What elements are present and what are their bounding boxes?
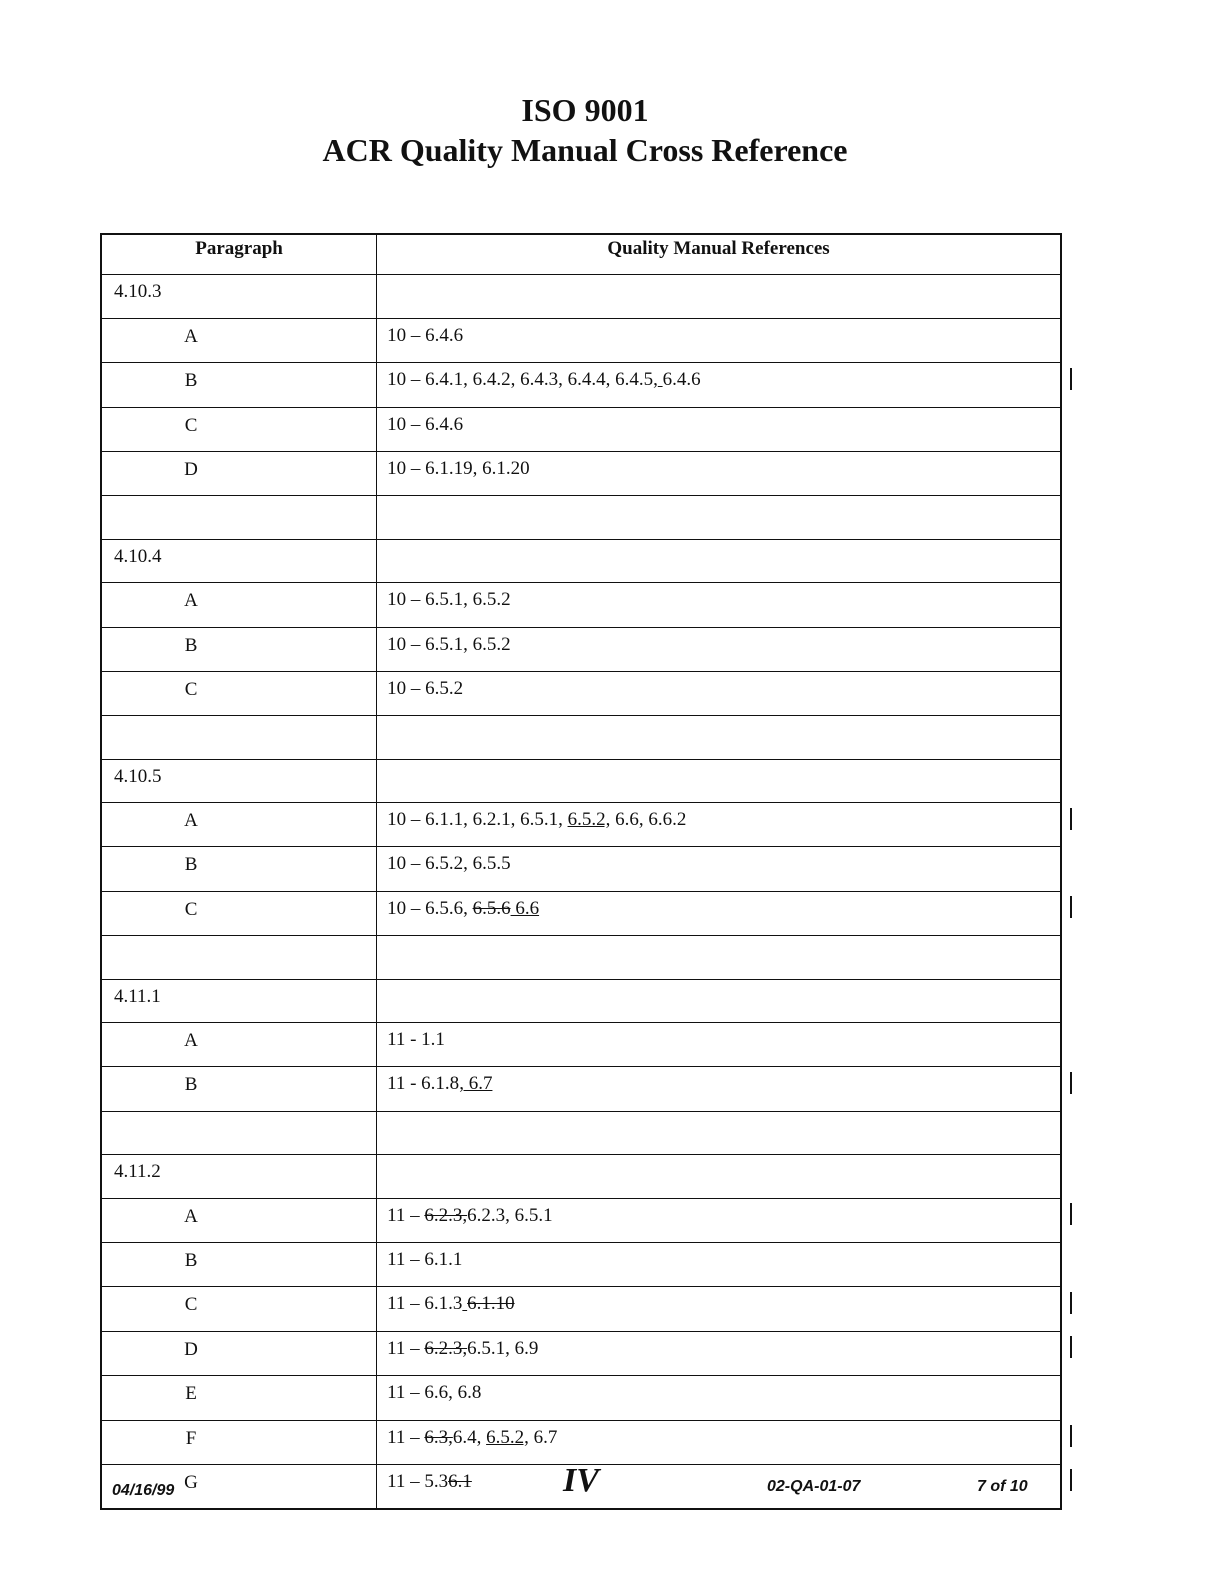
reference-text: 11 –	[387, 1204, 425, 1226]
subparagraph-letter: A	[101, 803, 377, 847]
manual-reference	[377, 318, 1061, 362]
change-bar	[1070, 1425, 1072, 1447]
subparagraph-letter	[101, 496, 377, 539]
change-bar	[1070, 1072, 1072, 1094]
reference-text: 6.5.1, 6.9	[467, 1337, 539, 1359]
subparagraph-letter: B	[101, 363, 377, 407]
reference-text: 11 – 6.1.3	[387, 1293, 463, 1315]
table-row	[101, 803, 1061, 847]
reference-text: 11 – 5.3	[387, 1470, 449, 1492]
document-subtitle: ACR Quality Manual Cross Reference	[322, 132, 848, 168]
subparagraph-letter: B	[101, 847, 377, 891]
reference-text: 10 – 6.1.1, 6.2.1, 6.5.1,	[387, 809, 568, 831]
table-row	[101, 671, 1061, 715]
table-row	[101, 583, 1061, 627]
deleted-reference: 6.2.3,	[424, 1337, 468, 1359]
table-row	[101, 1023, 1061, 1067]
paragraph-number: 4.10.3	[101, 275, 377, 318]
reference-text: 11 –	[387, 1337, 425, 1359]
manual-reference	[377, 759, 1061, 802]
manual-reference	[377, 979, 1061, 1022]
change-bar	[1070, 1469, 1072, 1491]
manual-reference	[377, 363, 1061, 407]
reference-text: 10 – 6.5.2	[387, 677, 464, 699]
manual-reference	[377, 583, 1061, 627]
footer-revision: IV	[563, 1462, 599, 1499]
footer-date: 04/16/99	[112, 1482, 175, 1499]
reference-text: 6.2.3, 6.5.1	[467, 1204, 553, 1226]
manual-reference	[377, 936, 1061, 979]
manual-reference	[377, 451, 1061, 495]
manual-reference	[377, 1067, 1061, 1111]
paragraph-number: 4.11.2	[101, 1155, 377, 1198]
paragraph-number: 4.10.5	[101, 759, 377, 802]
manual-reference	[377, 1242, 1061, 1286]
table-row	[101, 1198, 1061, 1242]
manual-reference	[377, 1111, 1061, 1154]
inserted-reference: 6.5.2,	[486, 1426, 529, 1448]
section-row	[101, 759, 1061, 802]
change-bar	[1070, 368, 1072, 390]
blank-row	[101, 936, 1061, 979]
section-row	[101, 979, 1061, 1022]
manual-reference	[377, 847, 1061, 891]
subparagraph-letter: A	[101, 1023, 377, 1067]
manual-reference	[377, 671, 1061, 715]
change-bar	[1070, 896, 1072, 918]
manual-reference	[377, 1420, 1061, 1464]
manual-reference	[377, 539, 1061, 582]
deleted-reference: 6.2.3,	[424, 1204, 468, 1226]
manual-reference	[377, 1023, 1061, 1067]
cross-reference-table	[100, 233, 1062, 1510]
reference-text: 11 - 6.1.8	[387, 1073, 460, 1095]
footer-page-number: 7 of 10	[977, 1478, 1028, 1495]
section-row	[101, 1155, 1061, 1198]
manual-reference	[377, 891, 1061, 935]
manual-reference	[377, 627, 1061, 671]
reference-text: 6.6, 6.6.2	[610, 809, 687, 831]
section-row	[101, 539, 1061, 582]
subparagraph-letter: D	[101, 451, 377, 495]
document-title: ISO 9001	[521, 92, 649, 128]
subparagraph-letter: C	[101, 407, 377, 451]
reference-text: 10 – 6.5.6,	[387, 897, 473, 919]
subparagraph-letter: G	[101, 1464, 377, 1509]
subparagraph-letter: A	[101, 318, 377, 362]
reference-text: 11 - 1.1	[387, 1029, 445, 1051]
manual-reference	[377, 1198, 1061, 1242]
manual-reference	[377, 716, 1061, 759]
reference-text: 6.4.6	[662, 369, 701, 391]
table-row	[101, 847, 1061, 891]
table-header-row	[101, 234, 1061, 275]
paragraph-number: 4.11.1	[101, 979, 377, 1022]
references-column-header: Quality Manual References	[377, 234, 1061, 275]
change-bar	[1070, 1203, 1072, 1225]
manual-reference	[377, 1155, 1061, 1198]
reference-text: 11 – 6.1.1	[387, 1248, 463, 1270]
subparagraph-letter: A	[101, 583, 377, 627]
reference-text: 10 – 6.1.19, 6.1.20	[387, 457, 530, 479]
reference-text: 6.7	[528, 1426, 558, 1448]
manual-reference	[377, 803, 1061, 847]
change-bar	[1070, 1336, 1072, 1358]
subparagraph-letter: E	[101, 1376, 377, 1420]
subparagraph-letter: C	[101, 671, 377, 715]
table-row	[101, 1331, 1061, 1375]
reference-text: 10 – 6.5.2, 6.5.5	[387, 853, 511, 875]
reference-text: 10 – 6.4.1, 6.4.2, 6.4.3, 6.4.4, 6.4.5,	[387, 369, 658, 391]
subparagraph-letter: F	[101, 1420, 377, 1464]
table-row	[101, 627, 1061, 671]
subparagraph-letter: D	[101, 1331, 377, 1375]
manual-reference	[377, 1287, 1061, 1331]
inserted-reference: 6.5.2,	[567, 809, 611, 831]
deleted-reference: 6.1.10	[467, 1293, 515, 1315]
subparagraph-letter	[101, 716, 377, 759]
table-row	[101, 318, 1061, 362]
subparagraph-letter: B	[101, 1067, 377, 1111]
manual-reference	[377, 1464, 1061, 1509]
reference-text: 10 – 6.4.6	[387, 413, 464, 435]
blank-row	[101, 496, 1061, 539]
manual-reference	[377, 496, 1061, 539]
change-bar	[1070, 808, 1072, 830]
reference-text: 10 – 6.5.1, 6.5.2	[387, 589, 511, 611]
deleted-reference: 6.1	[448, 1470, 472, 1492]
manual-reference	[377, 1331, 1061, 1375]
paragraph-column-header: Paragraph	[101, 234, 377, 275]
deleted-reference: 6.5.6	[472, 897, 511, 919]
blank-row	[101, 1111, 1061, 1154]
change-bar	[1070, 1292, 1072, 1314]
table-row	[101, 363, 1061, 407]
inserted-reference: 6.6	[510, 897, 540, 919]
reference-text: 10 – 6.5.1, 6.5.2	[387, 633, 511, 655]
reference-text: 11 –	[387, 1426, 425, 1448]
blank-row	[101, 716, 1061, 759]
table-row	[101, 1287, 1061, 1331]
section-row	[101, 275, 1061, 318]
manual-reference	[377, 1376, 1061, 1420]
table-row	[101, 1420, 1061, 1464]
subparagraph-letter	[101, 936, 377, 979]
manual-reference	[377, 407, 1061, 451]
subparagraph-letter: B	[101, 627, 377, 671]
subparagraph-letter: B	[101, 1242, 377, 1286]
reference-text: 6.4,	[452, 1426, 487, 1448]
table-row	[101, 407, 1061, 451]
manual-reference	[377, 275, 1061, 318]
table-row	[101, 1376, 1061, 1420]
deleted-reference: 6.3,	[424, 1426, 453, 1448]
subparagraph-letter: A	[101, 1198, 377, 1242]
reference-text: 10 – 6.4.6	[387, 324, 464, 346]
table-row	[101, 891, 1061, 935]
paragraph-number: 4.10.4	[101, 539, 377, 582]
reference-text: 11 – 6.6, 6.8	[387, 1382, 482, 1404]
table-row	[101, 1242, 1061, 1286]
footer-doc-number: 02-QA-01-07	[767, 1478, 861, 1495]
table-row	[101, 451, 1061, 495]
subparagraph-letter: C	[101, 1287, 377, 1331]
inserted-reference: , 6.7	[459, 1073, 493, 1095]
table-row	[101, 1067, 1061, 1111]
subparagraph-letter	[101, 1111, 377, 1154]
subparagraph-letter: C	[101, 891, 377, 935]
